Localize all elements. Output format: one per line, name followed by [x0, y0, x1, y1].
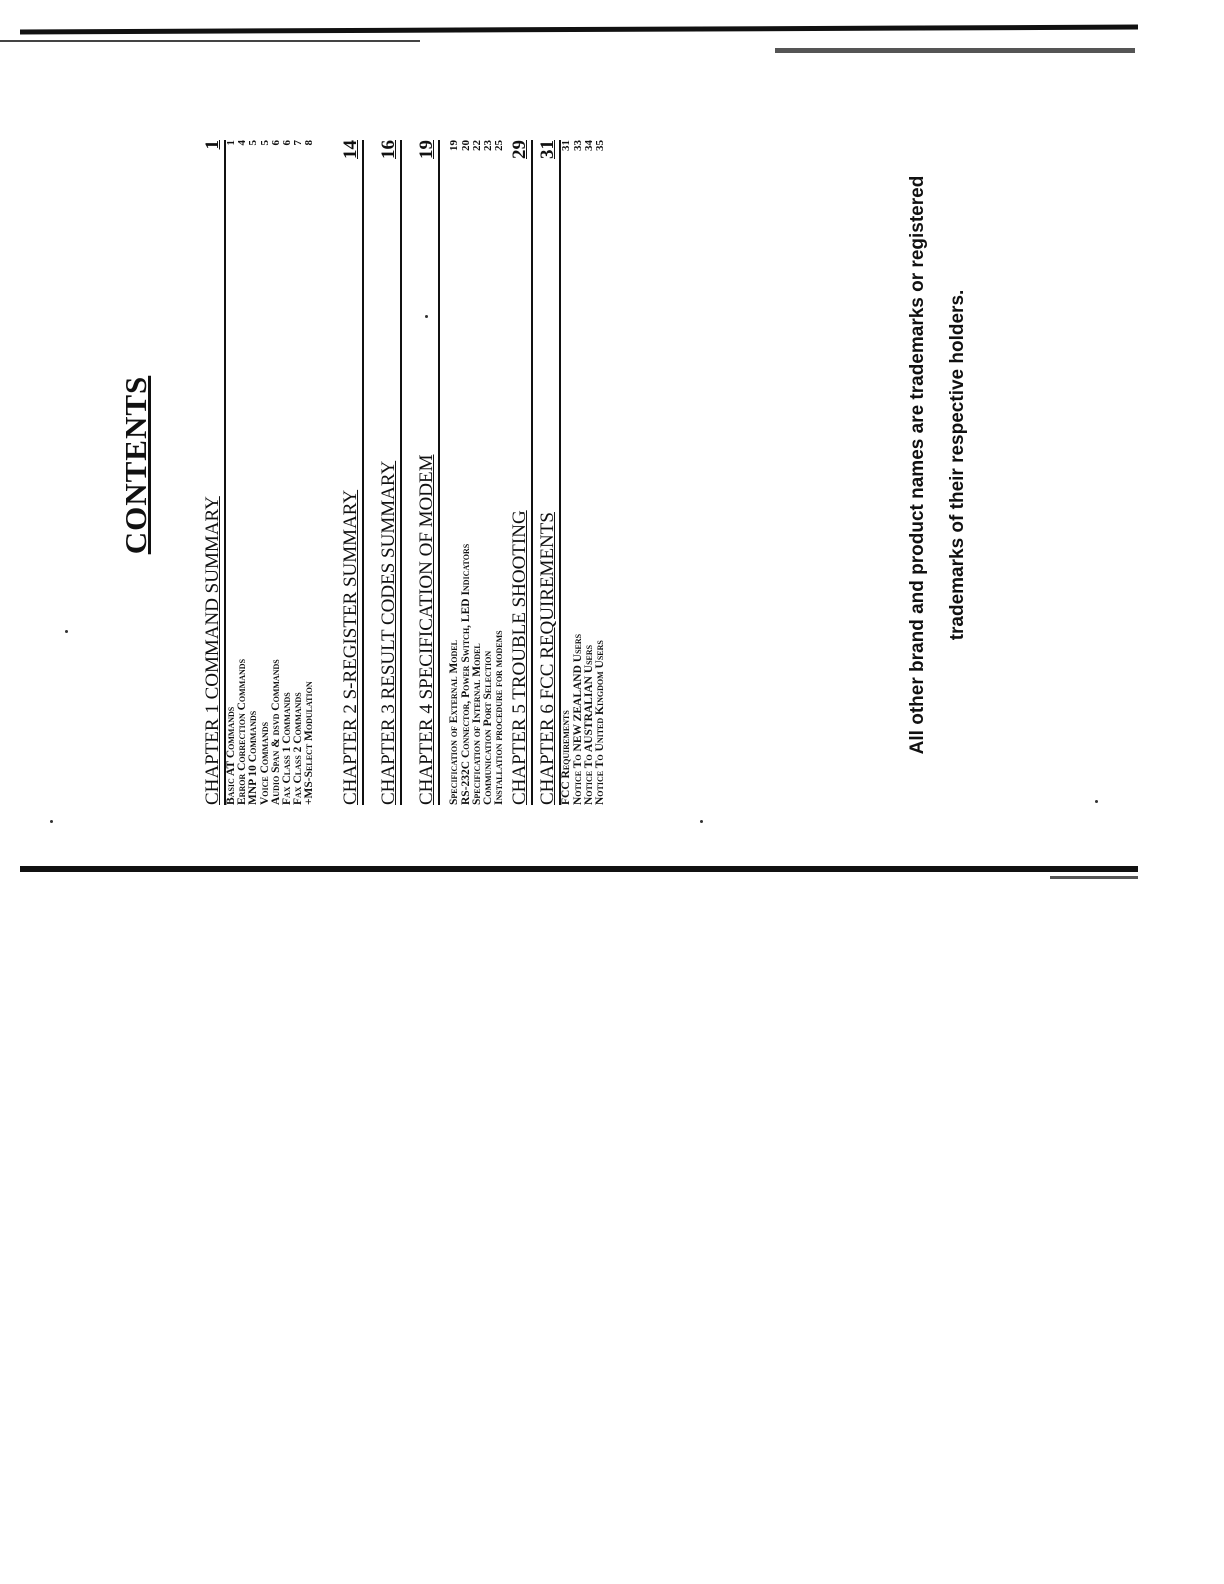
toc-spacer: [364, 140, 374, 805]
toc-page-number: 33: [571, 140, 584, 151]
toc-chapter-label: CHAPTER 2 S-REGISTER SUMMARY: [339, 489, 361, 805]
toc-item-label: Notice To NEW ZEALAND Users: [571, 633, 584, 805]
scan-speck: [65, 630, 68, 633]
toc-spacer: [316, 140, 336, 805]
toc-page-number: 7: [292, 140, 305, 146]
toc-chapter-2[interactable]: [336, 140, 364, 805]
toc-item[interactable]: [248, 140, 259, 805]
table-of-contents: [198, 140, 606, 805]
toc-item[interactable]: [237, 140, 248, 805]
toc-page-number: 19: [415, 140, 437, 159]
toc-chapter-label: CHAPTER 5 TROUBLE SHOOTING: [509, 510, 531, 805]
toc-item-label: Specification of External Model: [448, 640, 461, 805]
toc-page-number: 1: [224, 140, 237, 146]
top-border-thin-rule: [0, 40, 420, 42]
toc-chapter-6[interactable]: [533, 140, 561, 805]
toc-item-label: FCC Requirements: [560, 710, 573, 805]
toc-page-number: 22: [470, 140, 483, 151]
toc-item[interactable]: [595, 140, 606, 805]
toc-chapter-1[interactable]: [198, 140, 226, 805]
toc-page-number: 5: [247, 140, 260, 146]
toc-item-label: Notice To AUSTRALIAN Users: [582, 644, 595, 805]
toc-item-label: MNP 10 Commands: [247, 710, 260, 805]
toc-page-number: 5: [258, 140, 271, 146]
rotated-contents-page: [118, 125, 1118, 805]
scan-noise-strip: [775, 48, 1135, 53]
page-title: CONTENTS: [118, 375, 153, 555]
toc-chapter-label: CHAPTER 6 FCC REQUIREMENTS: [537, 512, 559, 805]
toc-item[interactable]: [304, 140, 315, 805]
toc-page-number: 23: [482, 140, 495, 151]
scan-speck: [700, 820, 703, 823]
toc-page-number: 14: [339, 140, 361, 159]
toc-page-number: 31: [537, 140, 559, 159]
top-border-rule: [20, 25, 1138, 35]
toc-item-label: Notice To United Kingdom Users: [593, 640, 606, 805]
toc-item-label: Voice Commands: [258, 721, 271, 805]
toc-chapter-label: CHAPTER 3 RESULT CODES SUMMARY: [377, 460, 399, 805]
toc-item-label: Fax Class 2 Commands: [292, 692, 305, 805]
toc-item-label: Installation procedure for modems: [493, 630, 506, 805]
toc-page-number: 31: [560, 140, 573, 151]
toc-spacer: [402, 140, 412, 805]
toc-page-number: 6: [280, 140, 293, 146]
toc-chapter-5[interactable]: [505, 140, 533, 805]
bottom-border-rule: [20, 866, 1138, 872]
toc-page-number: 25: [493, 140, 506, 151]
toc-item-label: Fax Class 1 Commands: [280, 692, 293, 805]
toc-page-number: 20: [459, 140, 472, 151]
trademark-notice-line: All other brand and product names are trademarks or registered: [907, 175, 928, 755]
trademark-notice: [898, 125, 978, 805]
toc-page-number: 19: [448, 140, 461, 151]
toc-item[interactable]: [450, 140, 461, 805]
toc-page-number: 35: [593, 140, 606, 151]
toc-item[interactable]: [494, 140, 505, 805]
toc-item[interactable]: [561, 140, 572, 805]
toc-item-label: Specification of Internal Model: [470, 643, 483, 805]
toc-item-label: Basic AT Commands: [224, 706, 237, 805]
toc-chapter-label: CHAPTER 1 COMMAND SUMMARY: [202, 496, 223, 805]
toc-item-label: Communication Port Selection: [482, 650, 495, 805]
bottom-border-thin-rule: [1050, 876, 1138, 879]
toc-page-number: 6: [269, 140, 282, 146]
scan-speck: [50, 820, 53, 823]
toc-page-number: 16: [377, 140, 399, 159]
toc-page-number: 4: [236, 140, 249, 146]
toc-item-label: Error Correction Commands: [236, 658, 249, 805]
toc-item-label: Audio Span & dsvd Commands: [269, 659, 282, 805]
toc-chapter-4[interactable]: [412, 140, 440, 805]
toc-page-number: 34: [582, 140, 595, 151]
toc-item-label: +MS-Select Modulation: [303, 681, 316, 805]
toc-item-label: RS-232C Connector, Power Switch, LED Indicators: [459, 543, 472, 805]
trademark-notice-line: trademarks of their respective holders.: [947, 289, 968, 641]
toc-page-number: 8: [303, 140, 316, 146]
toc-chapter-3[interactable]: [374, 140, 402, 805]
toc-page-number: 29: [509, 140, 531, 159]
toc-page-number: 1: [202, 140, 223, 150]
toc-chapter-label: CHAPTER 4 SPECIFICATION OF MODEM: [415, 454, 437, 805]
